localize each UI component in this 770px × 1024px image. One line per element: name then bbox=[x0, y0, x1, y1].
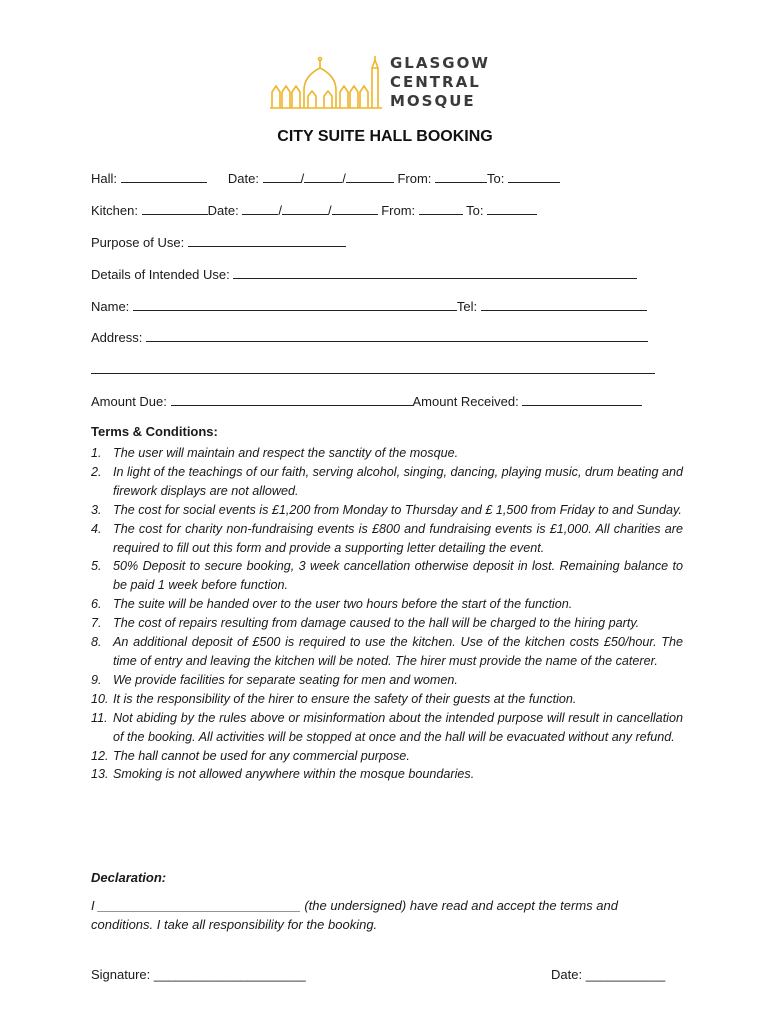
mosque-logo bbox=[268, 54, 508, 112]
list-item: 10. It is the responsibility of the hirer to ensure the safety of their guests at the function. bbox=[91, 691, 577, 706]
list-item: 9. We provide facilities for separate seating for men and women. bbox=[91, 672, 458, 687]
hall-to-label: To: bbox=[487, 171, 505, 186]
list-item: 3. The cost for social events is £1,200 from Monday to Thursday and £ 1,500 from Friday to and Sunday. bbox=[91, 502, 682, 517]
list-item: 1. The user will maintain and respect the sanctity of the mosque. bbox=[91, 446, 459, 460]
purpose-row bbox=[91, 234, 346, 250]
hall-date-label: Date: bbox=[227, 171, 259, 186]
declaration-heading: Declaration: bbox=[91, 870, 167, 885]
hall-field[interactable] bbox=[121, 170, 207, 183]
amount-due-label: Amount Due: bbox=[91, 394, 167, 409]
signature-date-row bbox=[551, 967, 665, 982]
amount-received-field[interactable] bbox=[522, 393, 642, 406]
signature-row bbox=[91, 967, 306, 982]
address-field-1[interactable] bbox=[146, 329, 648, 342]
signature-field[interactable]: _____________________ bbox=[153, 967, 306, 982]
kitchen-date-month-field[interactable] bbox=[282, 202, 328, 215]
hall-date-day-field[interactable] bbox=[263, 170, 301, 183]
list-item: 4. The cost for charity non-fundraising events is £800 and fundraising events is £1,000. All charities are required to fill out this form and provide a supporting letter detailing the event. bbox=[91, 521, 683, 555]
details-field[interactable] bbox=[233, 266, 637, 279]
tel-field[interactable] bbox=[481, 298, 647, 311]
details-row bbox=[91, 266, 637, 282]
kitchen-from-field[interactable] bbox=[419, 202, 463, 215]
amount-received-label: Amount Received: bbox=[412, 394, 519, 409]
kitchen-label: Kitchen: bbox=[91, 203, 138, 218]
name-label: Name: bbox=[91, 299, 130, 314]
declaration-name-field[interactable]: ____________________________ bbox=[98, 898, 301, 913]
address-row bbox=[91, 329, 648, 345]
list-item: 7. The cost of repairs resulting from damage caused to the hall will be charged to the hiring party. bbox=[91, 616, 640, 631]
declaration-text bbox=[91, 896, 661, 934]
hall-row: Hall: Date: / / From: To: bbox=[91, 170, 560, 186]
hall-to-field[interactable] bbox=[508, 170, 560, 183]
kitchen-to-field[interactable] bbox=[487, 202, 537, 215]
name-row bbox=[91, 298, 647, 314]
hall-from-field[interactable] bbox=[435, 170, 487, 183]
logo-line-2: CENTRAL bbox=[390, 73, 481, 91]
list-item: 5. 50% Deposit to secure booking, 3 week cancellation otherwise deposit in lost. Remaining balance to be paid 1 week before function. bbox=[91, 559, 683, 593]
terms-list bbox=[91, 444, 683, 784]
hall-date-year-field[interactable] bbox=[346, 170, 394, 183]
kitchen-field[interactable] bbox=[142, 202, 208, 215]
amount-due-field[interactable] bbox=[171, 393, 413, 406]
logo-line-1: GLASGOW bbox=[390, 54, 490, 72]
list-item: 11. Not abiding by the rules above or misinformation about the intended purpose will result in cancellation of the booking. All activities will be stopped at once and the hall will be evacuated without any refund. bbox=[91, 710, 683, 744]
hall-label: Hall: bbox=[91, 171, 118, 186]
kitchen-date-label: Date: bbox=[207, 203, 239, 218]
address-row-2 bbox=[91, 361, 655, 377]
hall-date-month-field[interactable] bbox=[304, 170, 342, 183]
kitchen-to-label: To: bbox=[466, 203, 484, 218]
address-field-2[interactable] bbox=[91, 361, 655, 374]
purpose-field[interactable] bbox=[188, 234, 346, 247]
kitchen-row: Kitchen: Date: / / From: To: bbox=[91, 202, 537, 218]
list-item: 6. The suite will be handed over to the user two hours before the start of the function. bbox=[91, 597, 573, 612]
mosque-outline-icon bbox=[268, 54, 386, 112]
signature-date-label: Date: bbox=[551, 967, 583, 982]
signature-label: Signature: bbox=[91, 967, 151, 982]
list-item: 8. An additional deposit of £500 is required to use the kitchen. Use of the kitchen costs £50/hour. The time of entry and leaving the kitchen will be noted. The hirer must provide the name of the caterer. bbox=[91, 635, 683, 668]
kitchen-from-label: From: bbox=[381, 203, 416, 218]
signature-date-field[interactable]: ___________ bbox=[585, 967, 666, 982]
logo-text bbox=[390, 54, 490, 111]
details-label: Details of Intended Use: bbox=[91, 267, 230, 282]
list-item: 13. Smoking is not allowed anywhere within the mosque boundaries. bbox=[91, 767, 475, 782]
address-label: Address: bbox=[91, 330, 143, 345]
amount-row bbox=[91, 393, 642, 409]
declaration-prefix: I bbox=[91, 898, 95, 913]
declaration-body: (the undersigned) have read and accept the terms and conditions. I take all responsibility for the booking. bbox=[91, 898, 618, 932]
kitchen-date-day-field[interactable] bbox=[242, 202, 278, 215]
hall-from-label: From: bbox=[397, 171, 432, 186]
terms-heading: Terms & Conditions: bbox=[91, 424, 218, 439]
list-item: 12. The hall cannot be used for any commercial purpose. bbox=[91, 748, 410, 763]
logo-line-3: MOSQUE bbox=[390, 92, 476, 110]
tel-label: Tel: bbox=[456, 299, 478, 314]
purpose-label: Purpose of Use: bbox=[91, 235, 185, 250]
name-field[interactable] bbox=[133, 298, 457, 311]
page-title: CITY SUITE HALL BOOKING bbox=[277, 128, 493, 145]
list-item: 2. In light of the teachings of our faith, serving alcohol, singing, dancing, playing music, drum beating and firework displays are not allowed. bbox=[91, 464, 683, 498]
kitchen-date-year-field[interactable] bbox=[332, 202, 378, 215]
